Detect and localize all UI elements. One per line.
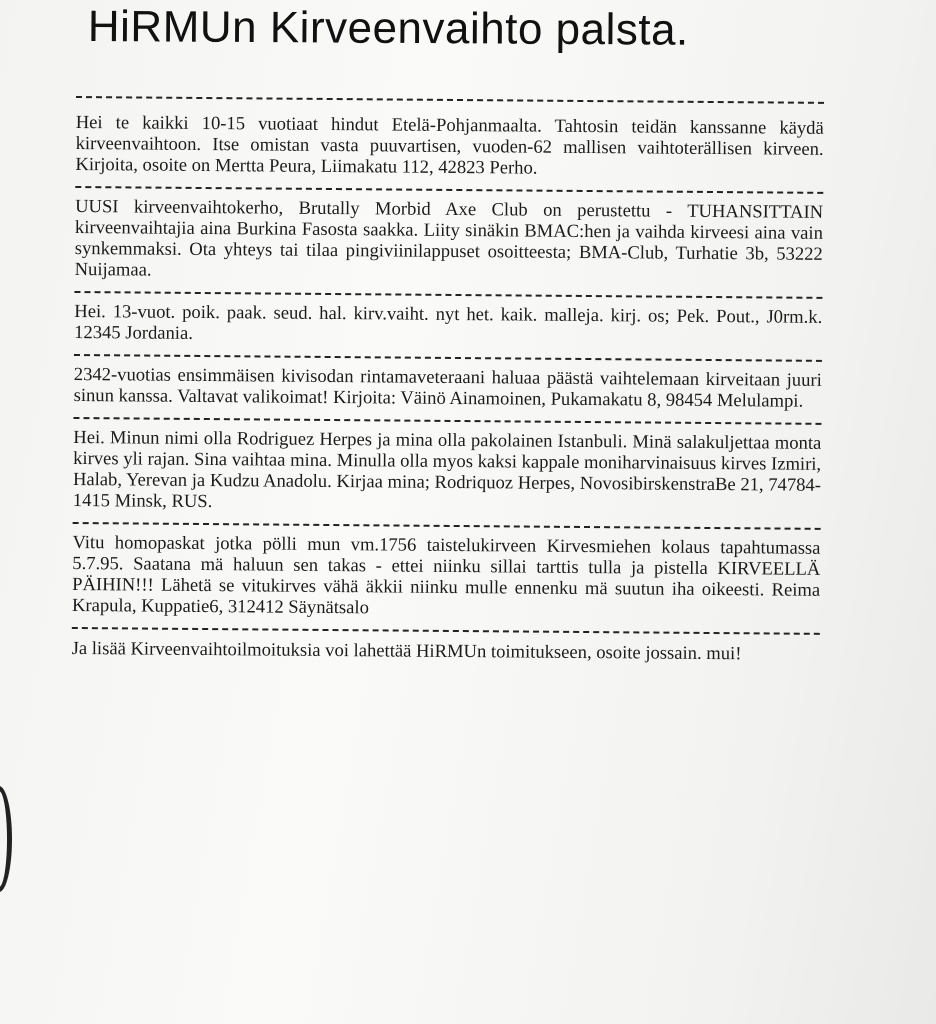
ad-entry <box>74 301 822 349</box>
ad-entry <box>75 112 823 181</box>
ad-entry <box>73 427 822 517</box>
ad-entry <box>75 196 824 286</box>
divider <box>72 627 820 635</box>
ad-text: UUSI kirveenvaihtokerho, Brutally Morbid Axe Club on perustettu - TUHANSITTAIN kirveenvaihtajia aina Burkina Fasosta saakka. Liity sinäkin BMAC:hen ja vaihda kirveesi aina vain synkemmaksi. Ota yhteys tai tilaa pingiviinilappuset osoitteesta; BMA-Club, Turhatie 3b, 53222 Nuijamaa. <box>74 195 824 281</box>
ad-text: Hei. 13-vuot. poik. paak. seud. hal. kirv.vaiht. nyt het. kaik. malleja. kirj. os; Pek. Pout., J0rm.k. 12345 Jordania. <box>74 300 823 344</box>
footer-text: Ja lisää Kirveenvaihtoilmoituksia voi lahettää HiRMUn toimitukseen, osoite jossain. mui! <box>71 637 742 665</box>
ad-entry <box>72 532 821 622</box>
divider <box>75 186 823 194</box>
ad-entry <box>74 364 822 412</box>
binding-ring-mark <box>0 786 12 892</box>
divider <box>76 96 824 104</box>
footer-note <box>72 638 820 665</box>
ad-text: Hei te kaikki 10-15 vuotiaat hindut Etelä-Pohjanmaalta. Tahtosin teidän kanssanne käydä kirveenvaihtoon. Itse omistan vasta puuvartisen, vuoden-62 mallisen vaihtoterällisen kirveen. Kirjoita, osoite on Mertta Peura, Liimakatu 112, 42823 Perho. <box>75 111 824 179</box>
page-title: HiRMUn Kirveenvaihto palsta. <box>87 2 689 55</box>
divider <box>73 417 821 425</box>
ad-text: Hei. Minun nimi olla Rodriguez Herpes ja mina olla pakolainen Istanbuli. Minä salakuljettaa monta kirves yli rajan. Sina vaihtaa mina. Minulla olla myos kaksi kappale moniharvinaisuus kirves Izmiri, Halab, Yerevan ja Kudzu Anadolu. Kirjaa mina; Rodriquoz Herpes, NovosibirskenstraBe 21, 74784-1415 Minsk, RUS. <box>72 426 822 513</box>
classifieds-column <box>71 96 823 676</box>
divider <box>74 291 822 299</box>
divider <box>74 354 822 362</box>
ad-text: Vitu homopaskat jotka pölli mun vm.1756 taistelukirveen Kirvesmiehen kolaus tapahtumassa 5.7.95. Saatana mä haluun sen takas - ettei niinku sillai tarttis tulla ja pistella KIRVEELLÄ PÄIHIN!!! Lähetä se vitukirves vähä äkkii niinku mulle ennenku mä suutun iha oikeesti. Reima Krapula, Kuppatie6, 312412 Säynätsalo <box>71 531 821 619</box>
divider <box>73 522 821 530</box>
ad-text: 2342-vuotias ensimmäisen kivisodan rintamaveteraani haluaa päästä vaihtelemaan kirveitaan juuri sinun kanssa. Valtavat valikoimat! Kirjoita: Väinö Ainamoinen, Pukamakatu 8, 98454 Melulampi. <box>73 363 822 412</box>
